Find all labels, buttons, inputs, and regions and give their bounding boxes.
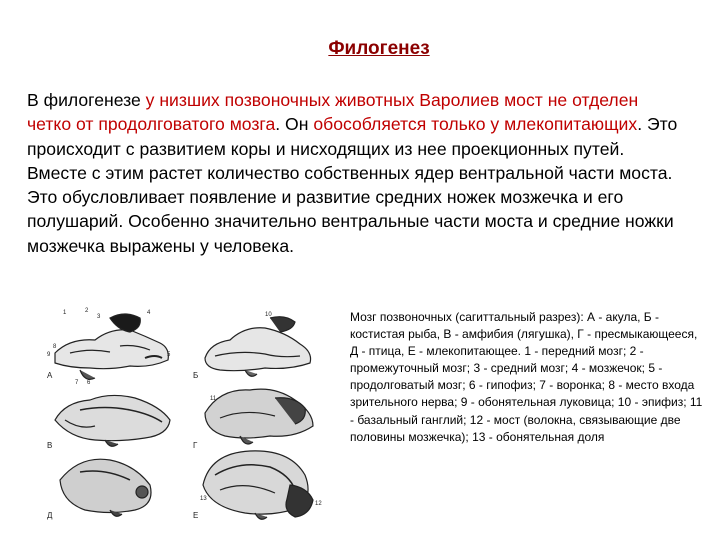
figure-letter-d: Г <box>193 441 198 450</box>
figure-caption: Мозг позвоночных (сагиттальный разрез): А - акула, Б - костистая рыба, В - амфибия (лягушка), Г - пресмыкающееся, Д - птица, Е - млекопитающее. 1 - передний мозг; 2 - промежуточный мозг; 3 - средний мозг; 4 - мозжечок; 5 - продолговатый мозг; 6 - гипофиз; 7 - воронка; 8 - место входа зрительного нерва; 9 - обонятельная луковица; 10 - эпифиз; 11 - базальный ганглий; 12 - мост (волокна, связывающие две половины мозжечка); 13 - обонятельная доля <box>350 310 703 444</box>
slide-title: Филогенез <box>328 38 430 59</box>
brain-drawing-c <box>55 395 170 446</box>
figure-number: 7 <box>75 380 79 386</box>
figure-number: 6 <box>87 380 91 386</box>
figure-letter-c: В <box>47 441 53 450</box>
figure-number: 10 <box>265 312 272 318</box>
figure-number: 3 <box>97 314 101 320</box>
figure-letter-a: А <box>47 371 53 380</box>
brain-drawing-b <box>205 317 311 377</box>
figure-letter-b: Б <box>193 371 199 380</box>
brain-drawing-f <box>203 451 313 519</box>
figure-number: 11 <box>210 396 217 402</box>
paragraph-run: . Это происходит с развитием коры и нисходящих из нее проекционных путей. Вместе с этим растет количество собственных ядер вентральной части моста. Это обусловливает появление и развитие средних ножек мозжечка и его полушарий. Особенно значительно вентральные части моста и средние ножки мозжечка выражены у человека. <box>27 114 678 256</box>
brain-drawing-a <box>55 314 168 379</box>
figure-number: 9 <box>47 352 51 358</box>
brain-drawing-d <box>205 389 313 444</box>
figure-letter-f: Е <box>193 511 199 520</box>
brain-drawing-e <box>60 459 151 516</box>
figure-number: 2 <box>85 308 89 314</box>
paragraph-highlight: обособляется только у млекопитающих <box>313 114 638 135</box>
paragraph-run: В филогенезе <box>27 90 146 110</box>
figure-number: 1 <box>63 310 67 316</box>
figure-number: 12 <box>315 501 322 507</box>
brain-sagittal-figure <box>45 300 340 525</box>
figure-number: 5 <box>167 352 171 358</box>
figure-number: 8 <box>53 344 57 350</box>
figure-number: 13 <box>200 496 207 502</box>
body-paragraph <box>27 88 687 258</box>
figure-letter-e: Д <box>47 511 53 520</box>
paragraph-highlight: у низших позвоночных животных Варолиев мост не отделен четко от продолговатого мозга <box>27 90 639 135</box>
paragraph-run: . Он <box>275 114 314 135</box>
figure-number: 4 <box>147 310 151 316</box>
